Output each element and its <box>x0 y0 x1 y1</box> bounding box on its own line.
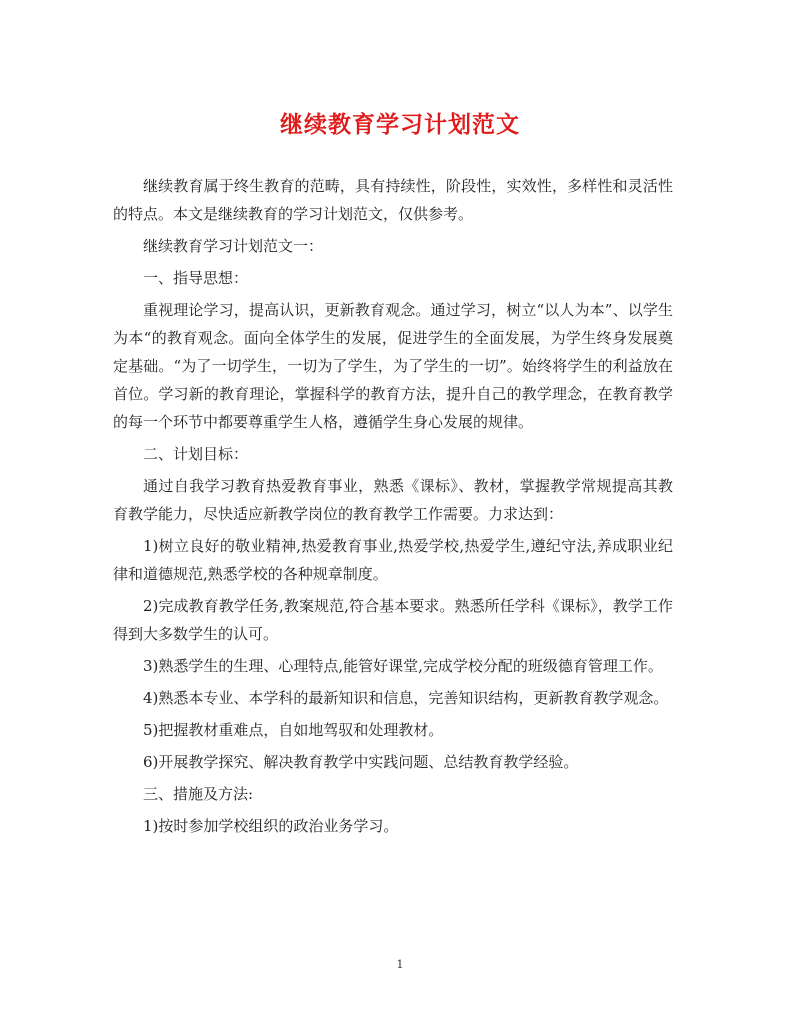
paragraph-guiding-ideology: 重视理论学习，提高认识，更新教育观念。通过学习，树立“以人为本”、以学生为本“的教育观念。面向全体学生的发展，促进学生的全面发展，为学生终身发展奠定基础。“为了一切学生，一切为了学生，为了学生的一切”。始终将学生的利益放在首位。学习新的教育理论，掌握科学的教育方法，提升自己的教学理念，在教育教学的每一个环节中都要尊重学生人格，遵循学生身心发展的规律。 <box>113 301 673 431</box>
paragraph-heading-guiding-ideology: 一、指导思想： <box>143 269 249 287</box>
paragraph-plan-goals: 通过自我学习教育热爱教育事业，熟悉《课标》、教材，掌握教学常规提高其教育教学能力，尽快适应新教学岗位的教育教学工作需要。力求达到： <box>113 477 673 523</box>
list-item-goal-6: 6)开展教学探究、解决教育教学中实践问题、总结教育教学经验。 <box>143 753 579 771</box>
paragraph-heading-plan-goals: 二、计划目标： <box>143 445 249 463</box>
list-item-goal-1: 1)树立良好的敬业精神,热爱教育事业,热爱学校,热爱学生,遵纪守法,养成职业纪律和道德规范,熟悉学校的各种规章制度。 <box>113 537 673 583</box>
paragraph-heading-measures: 三、措施及方法: <box>143 785 254 803</box>
list-item-measure-1: 1)按时参加学校组织的政治业务学习。 <box>143 817 399 835</box>
paragraph-intro: 继续教育属于终生教育的范畴，具有持续性，阶段性，实效性，多样性和灵活性的特点。本文是继续教育的学习计划范文，仅供参考。 <box>113 177 673 223</box>
list-item-goal-4: 4)熟悉本专业、本学科的最新知识和信息，完善知识结构，更新教育教学观念。 <box>143 689 669 707</box>
list-item-goal-3: 3)熟悉学生的生理、心理特点,能管好课堂,完成学校分配的班级德育管理工作。 <box>143 657 663 675</box>
document-title: 继续教育学习计划范文 <box>280 111 520 138</box>
page-number: 1 <box>396 958 404 971</box>
document-body <box>113 172 673 844</box>
list-item-goal-5: 5)把握教材重难点，自如地驾驭和处理教材。 <box>143 721 444 739</box>
paragraph-section-heading: 继续教育学习计划范文一： <box>143 237 324 255</box>
list-item-goal-2: 2)完成教育教学任务,教案规范,符合基本要求。熟悉所任学科《课标》，教学工作得到大多数学生的认可。 <box>113 597 673 643</box>
